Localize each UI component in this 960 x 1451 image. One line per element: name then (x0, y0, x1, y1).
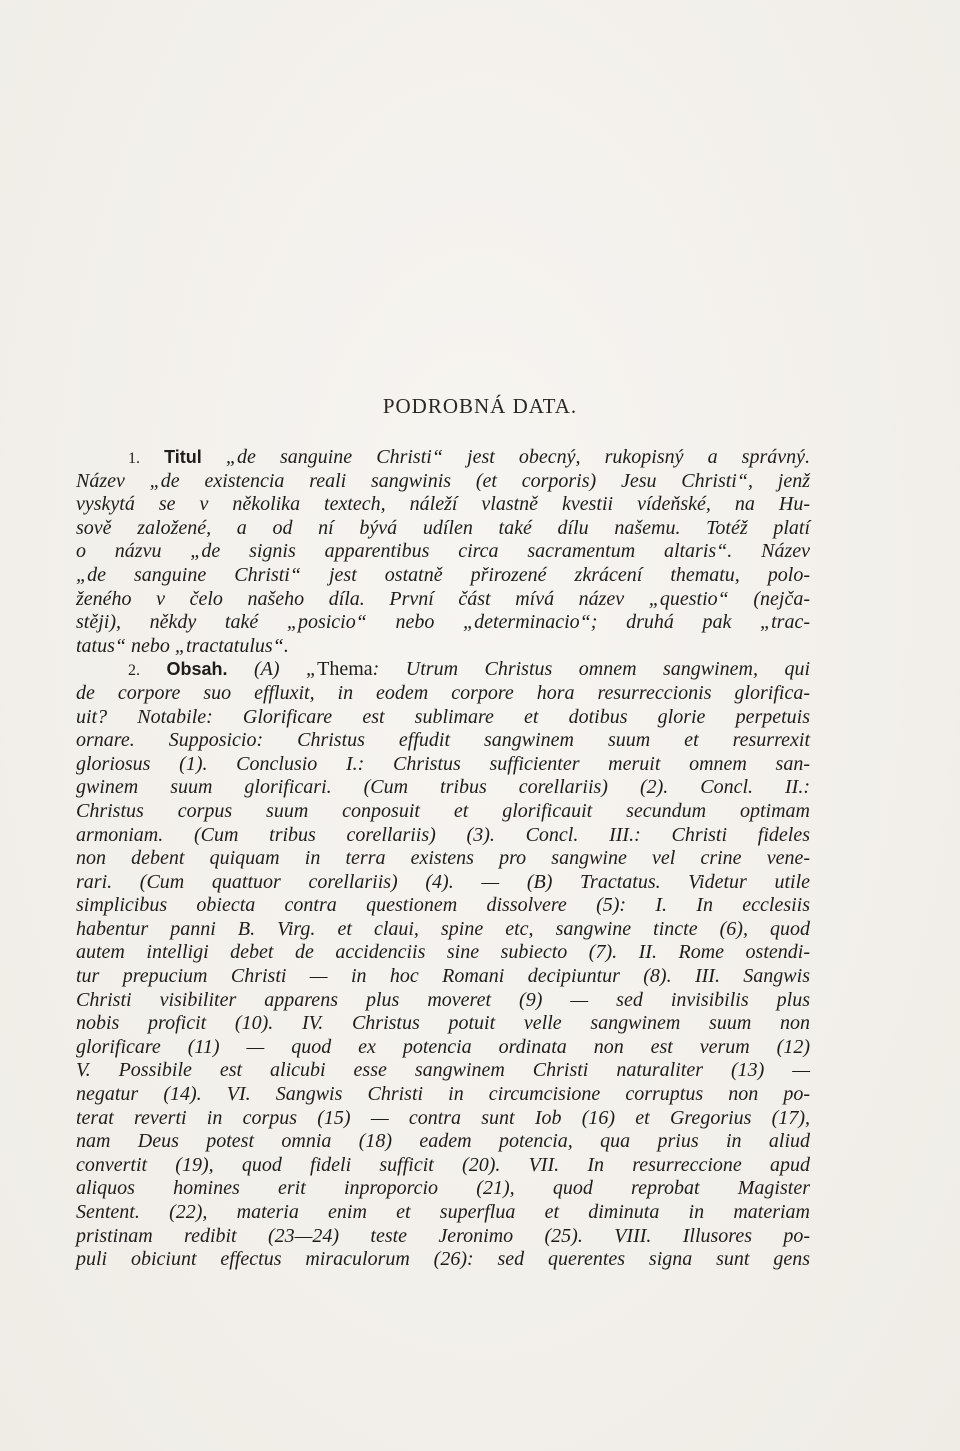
text-line: Název „de existencia reali sangwinis (et corporis) Jesu Christi“, jenž (76, 469, 810, 492)
section2-first-line (76, 658, 810, 682)
text-line: glorificare (11) — quod ex potencia ordinata non est verum (12) (76, 1035, 810, 1058)
text-line: habentur panni B. Virg. et claui, spine etc, sangwine tincte (6), quod (76, 917, 810, 940)
text-line: tur prepucium Christi — in hoc Romani decipiuntur (8). III. Sangwis (76, 965, 810, 988)
text-line: sově založené, a od ní bývá udílen také dílu našemu. Totéž platí (76, 516, 810, 539)
text-line: V. Possibile est alicubi esse sangwinem Christi naturaliter (13) — (76, 1059, 810, 1082)
text-line: negatur (14). VI. Sangwis Christi in circumcisione corruptus non po- (76, 1083, 810, 1106)
text-line: terat reverti in corpus (15) — contra sunt Iob (16) et Gregorius (17), (76, 1106, 810, 1129)
text-line: nam Deus potest omnia (18) eadem potencia, qua prius in aliud (76, 1130, 810, 1153)
text-line: gloriosus (1). Conclusio I.: Christus sufficienter meruit omnem san- (76, 752, 810, 775)
text-line: aliquos homines erit inproporcio (21), quod reprobat Magister (76, 1177, 810, 1200)
section1-heading: Titul (164, 447, 202, 467)
text-line: non debent quiquam in terra existens pro sangwine vel crine vene- (76, 847, 810, 870)
section1-number: 1. (128, 450, 140, 467)
text-line: „de sanguine Christi“ jest ostatně přirozené zkrácení thematu, polo- (76, 563, 810, 586)
section1-first-line (76, 446, 810, 470)
text-line: gwinem suum glorificari. (Cum tribus corellariis) (2). Concl. II.: (76, 776, 810, 799)
text-line: Christi visibiliter apparens plus moveret (9) — sed invisibilis plus (76, 988, 810, 1011)
text-line: uit? Notabile: Glorificare est sublimare et dotibus glorie perpetuis (76, 705, 810, 728)
section2-first-line-text-b: : Utrum Christus omnem sangwinem, qui (372, 658, 811, 681)
text-line: nobis proficit (10). IV. Christus potuit velle sangwinem suum non (76, 1012, 810, 1035)
text-line: rari. (Cum quattuor corellariis) (4). — (B) Tractatus. Videtur utile (76, 870, 810, 893)
section2-heading: Obsah. (166, 659, 228, 680)
text-line: convertit (19), quod fideli sufficit (20). VII. In resurreccione apud (76, 1153, 810, 1176)
page-title: PODROBNÁ DATA. (382, 394, 578, 418)
text-line: Christus corpus suum conposuit et glorificauit secundum optimam (76, 799, 810, 822)
text-line: ženého v čelo našeho díla. První část mívá název „questio“ (nejča- (76, 587, 810, 610)
section2-thema: Thema (317, 658, 373, 681)
section1-first-line-text: „de sanguine Christi“ jest obecný, rukopisný a správný. (225, 446, 810, 468)
text-line: o názvu „de signis apparentibus circa sacramentum altaris“. Název (76, 540, 810, 563)
text-line: pristinam redibit (23—24) teste Jeronimo (25). VIII. Illusores po- (76, 1224, 810, 1247)
text-line: de corpore suo effluxit, in eodem corpore hora resurreccionis glorifica- (76, 681, 810, 704)
text-line: stěji), někdy také „posicio“ nebo „determinacio“; druhá pak „trac- (76, 611, 810, 634)
text-line: puli obiciunt effectus miraculorum (26): sed querentes signa sunt gens (76, 1248, 810, 1271)
text-line: Sentent. (22), materia enim et superflua et diminuta in materiam (76, 1201, 810, 1223)
text-line: simplicibus obiecta contra questionem dissolvere (5): I. In ecclesiis (76, 894, 810, 917)
text-line: ornare. Supposicio: Christus effudit sangwinem suum et resurrexit (76, 729, 810, 752)
text-line: tatus“ nebo „tractatulus“. (76, 634, 289, 657)
text-line: vyskytá se v několika textech, náleží vlastně kvestii vídeňské, na Hu- (76, 493, 810, 516)
section2-number: 2. (128, 662, 140, 680)
text-line: autem intelligi debet de accidenciis sine subiecto (7). II. Rome ostendi- (76, 941, 810, 964)
text-line: armoniam. (Cum tribus corellariis) (3). Concl. III.: Christi fideles (76, 823, 810, 846)
section2-first-line-text-a: (A) „ (253, 658, 318, 681)
body-text (76, 446, 810, 1272)
